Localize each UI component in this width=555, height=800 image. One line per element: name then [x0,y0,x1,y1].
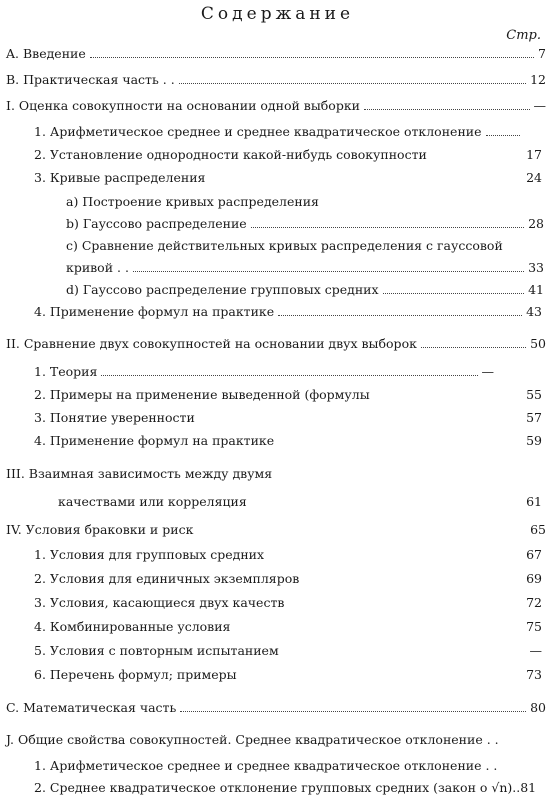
toc-entry [34,778,552,796]
toc-entry [34,302,542,320]
leader-dots [278,315,522,316]
toc-entry [6,698,546,716]
toc-entry [34,617,542,635]
toc-entry [34,431,542,449]
toc-entry-page: 55 [526,387,542,402]
toc-entry-page: 50 [530,336,546,351]
toc-entry [66,192,366,210]
leader-dots [251,227,524,228]
toc-entry-label: C. Математическая часть [6,700,177,715]
toc-entry-page: — [529,643,542,658]
toc-entry-page: 24 [526,170,542,185]
toc-entry-label: 1. Условия для групповых средних [34,547,265,562]
toc-entry [66,280,544,298]
toc-entry-page: 81 [520,780,537,795]
toc-entry-page: 73 [526,667,542,682]
toc-entry-label: c) Сравнение действительных кривых распределения с гауссовой [66,238,503,253]
toc-entry-page: 28 [528,216,544,231]
toc-entry [34,362,494,380]
toc-entry-page: 43 [526,304,542,319]
leader-dots [180,711,526,712]
leader-dots [101,375,477,376]
toc-entry [6,730,546,748]
toc-entry-label: 5. Условия с повторным испытанием [34,643,279,658]
toc-entry-label: 2. Условия для единичных экземпляров [34,571,300,586]
page-column-header: Стр. [506,28,541,43]
toc-entry-page: 67 [526,547,542,562]
toc-entry [6,334,546,352]
toc-entry [66,214,544,232]
toc-title: Содержание [200,4,355,24]
toc-entry-label: 1. Теория [34,364,98,379]
toc-entry-page: 80 [530,700,546,715]
toc-entry-label: 2. Примеры на применение выведенной (формулы [34,387,370,402]
toc-entry [34,593,542,611]
toc-entry-page: 72 [526,595,542,610]
leader-dots [486,135,521,136]
toc-entry-label: I. Оценка совокупности на основании одной выборки [6,98,360,113]
toc-entry [66,236,544,254]
toc-entry-page: — [481,364,494,379]
toc-entry-page: 17 [526,147,542,162]
toc-entry-label: A. Введение [6,46,86,61]
toc-entry [34,641,542,659]
toc-entry-page: 61 [526,494,542,509]
toc-entry-page: 12 [530,72,546,87]
toc-entry-page: 65 [530,522,546,537]
toc-entry-label: 6. Перечень формул; примеры [34,667,237,682]
toc-entry-page: 33 [528,260,544,275]
toc-entry-label: 3. Понятие уверенности [34,410,195,425]
toc-entry [6,464,406,482]
toc-entry-page: — [533,98,546,113]
toc-entry [58,492,542,510]
toc-entry [6,44,546,62]
toc-entry-page: 59 [526,433,542,448]
leader-dots [133,271,524,272]
leader-dots [179,83,526,84]
toc-entry-label: 2. Установление однородности какой-нибудь совокупности [34,147,427,162]
toc-entry [34,756,542,774]
leader-dots [364,109,530,110]
leader-dots [383,293,525,294]
toc-entry-label: III. Взаимная зависимость между двумя [6,466,273,481]
toc-entry-page: 75 [526,619,542,634]
toc-entry-label: 1. Арифметическое среднее и среднее квадратическое отклонение [34,124,482,139]
toc-entry-label: 4. Применение формул на практике [34,433,275,448]
toc-entry [34,569,542,587]
toc-entry [34,122,524,140]
toc-entry [34,665,542,683]
toc-entry-label: IV. Условия браковки и риск [6,522,194,537]
toc-entry-label: 2. Среднее квадратическое отклонение групповых средних (закон о √n).. [34,780,521,795]
toc-entry-label: b) Гауссово распределение [66,216,247,231]
toc-entry-label: качествами или корреляция [58,494,247,509]
toc-entry [34,168,542,186]
toc-entry-label: 3. Условия, касающиеся двух качеств [34,595,285,610]
toc-entry-label: 4. Комбинированные условия [34,619,231,634]
toc-entry-label: кривой . . [66,260,129,275]
toc-entry [34,145,542,163]
toc-entry [6,70,546,88]
toc-entry-page: 41 [528,282,544,297]
toc-entry [66,258,544,276]
toc-entry-label: J. Общие свойства совокупностей. Среднее квадратическое отклонение . . [6,732,499,747]
toc-entry [34,385,542,403]
toc-entry-label: II. Сравнение двух совокупностей на основании двух выборок [6,336,417,351]
leader-dots [421,347,526,348]
toc-entry-page: 57 [526,410,542,425]
leader-dots [90,57,534,58]
toc-entry-page: 69 [526,571,542,586]
toc-entry-label: 4. Применение формул на практике [34,304,275,319]
toc-entry-label: 1. Арифметическое среднее и среднее квадратическое отклонение . . [34,758,498,773]
toc-entry [6,520,546,538]
toc-entry [34,408,542,426]
toc-entry-label: a) Построение кривых распределения [66,194,319,209]
toc-entry-label: d) Гауссово распределение групповых средних [66,282,379,297]
toc-entry [6,96,546,114]
toc-entry [34,545,542,563]
toc-entry-label: 3. Кривые распределения [34,170,206,185]
toc-entry-label: B. Практическая часть . . [6,72,175,87]
toc-entry-page: 7 [538,46,546,61]
